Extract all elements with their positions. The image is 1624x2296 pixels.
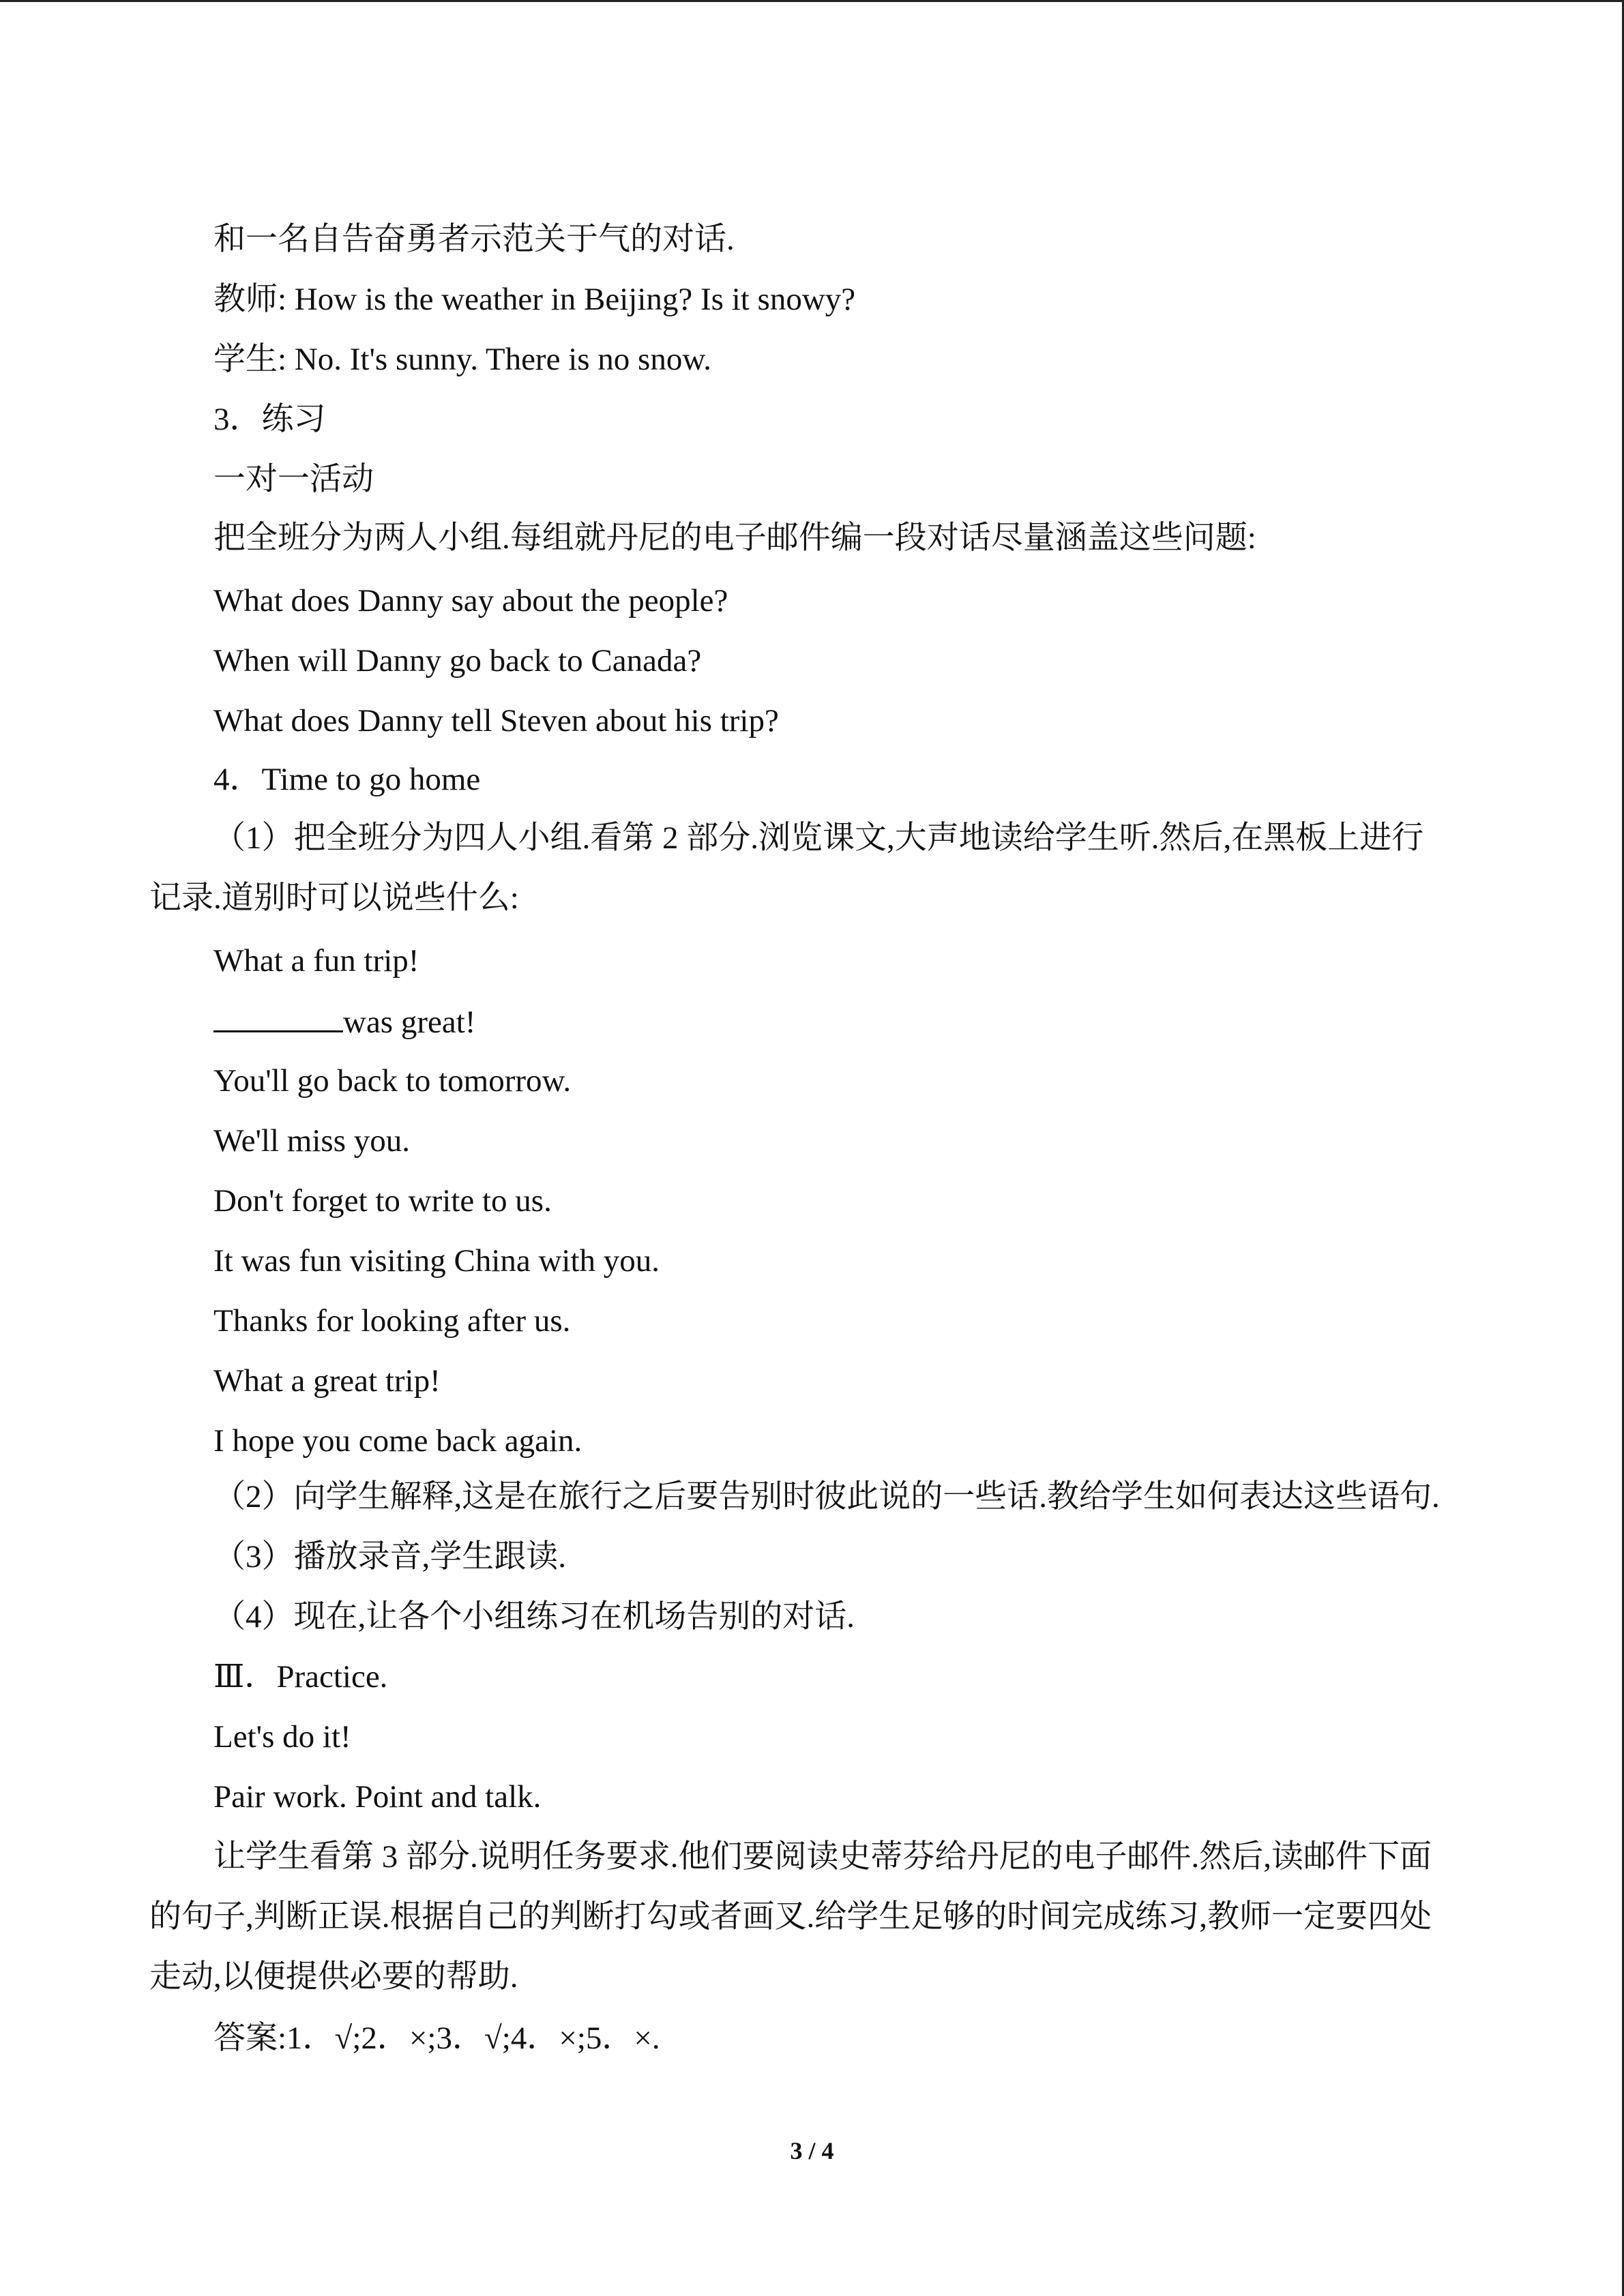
text-line: You'll go back to tomorrow. [213,1063,572,1099]
text-line-with-blank [213,1000,475,1043]
text-line: Let's do it! [213,1719,351,1755]
text-line: （3）播放录音,学生跟读. [213,1539,566,1575]
text-line: （2）向学生解释,这是在旅行之后要告别时彼此说的一些话.教给学生如何表达这些语句. [213,1479,1440,1515]
text-line: 一对一活动 [213,462,374,497]
text-line: When will Danny go back to Canada? [213,643,702,679]
text-line: What a great trip! [213,1363,441,1399]
text-line: （1）把全班分为四人小组.看第 2 部分.浏览课文,大声地读给学生听.然后,在黑板上进行 [213,820,1424,856]
text-line: 让学生看第 3 部分.说明任务要求.他们要阅读史蒂芬给丹尼的电子邮件.然后,读邮件下面 [213,1839,1432,1875]
text-line: was great! [343,1004,476,1040]
page-number: 3 / 4 [790,2137,834,2164]
text-line: We'll miss you. [213,1123,410,1159]
text-line: 教师: How is the weather in Beijing? Is it snowy? [213,282,856,317]
section-heading: 3．练习 [213,402,326,437]
text-line: 的句子,判断正误.根据自己的判断打勾或者画叉.给学生足够的时间完成练习,教师一定要四处 [149,1899,1432,1935]
text-line: 学生: No. It's sunny. There is no snow. [213,342,711,377]
section-heading: Ⅲ．Practice. [213,1659,388,1695]
text-line: 和一名自告奋勇者示范关于气的对话. [213,222,735,257]
text-line: What a fun trip! [213,943,419,979]
text-line: What does Danny tell Steven about his trip? [213,703,779,739]
text-line: It was fun visiting China with you. [213,1243,660,1279]
text-line: 记录.道别时可以说些什么: [149,880,519,916]
section-heading: 4．Time to go home [213,762,481,797]
text-line: Don't forget to write to us. [213,1183,552,1219]
fill-in-blank [213,1000,343,1032]
answer-line: 答案:1．√;2．×;3．√;4．×;5．×. [213,2021,660,2056]
text-line: 把全班分为两人小组.每组就丹尼的电子邮件编一段对话尽量涵盖这些问题: [213,520,1256,556]
text-line: I hope you come back again. [213,1423,582,1459]
text-line: 走动,以便提供必要的帮助. [149,1959,518,1995]
text-line: （4）现在,让各个小组练习在机场告别的对话. [213,1599,855,1635]
text-line: What does Danny say about the people? [213,583,728,618]
text-line: Thanks for looking after us. [213,1303,571,1339]
text-line: Pair work. Point and talk. [213,1779,542,1815]
